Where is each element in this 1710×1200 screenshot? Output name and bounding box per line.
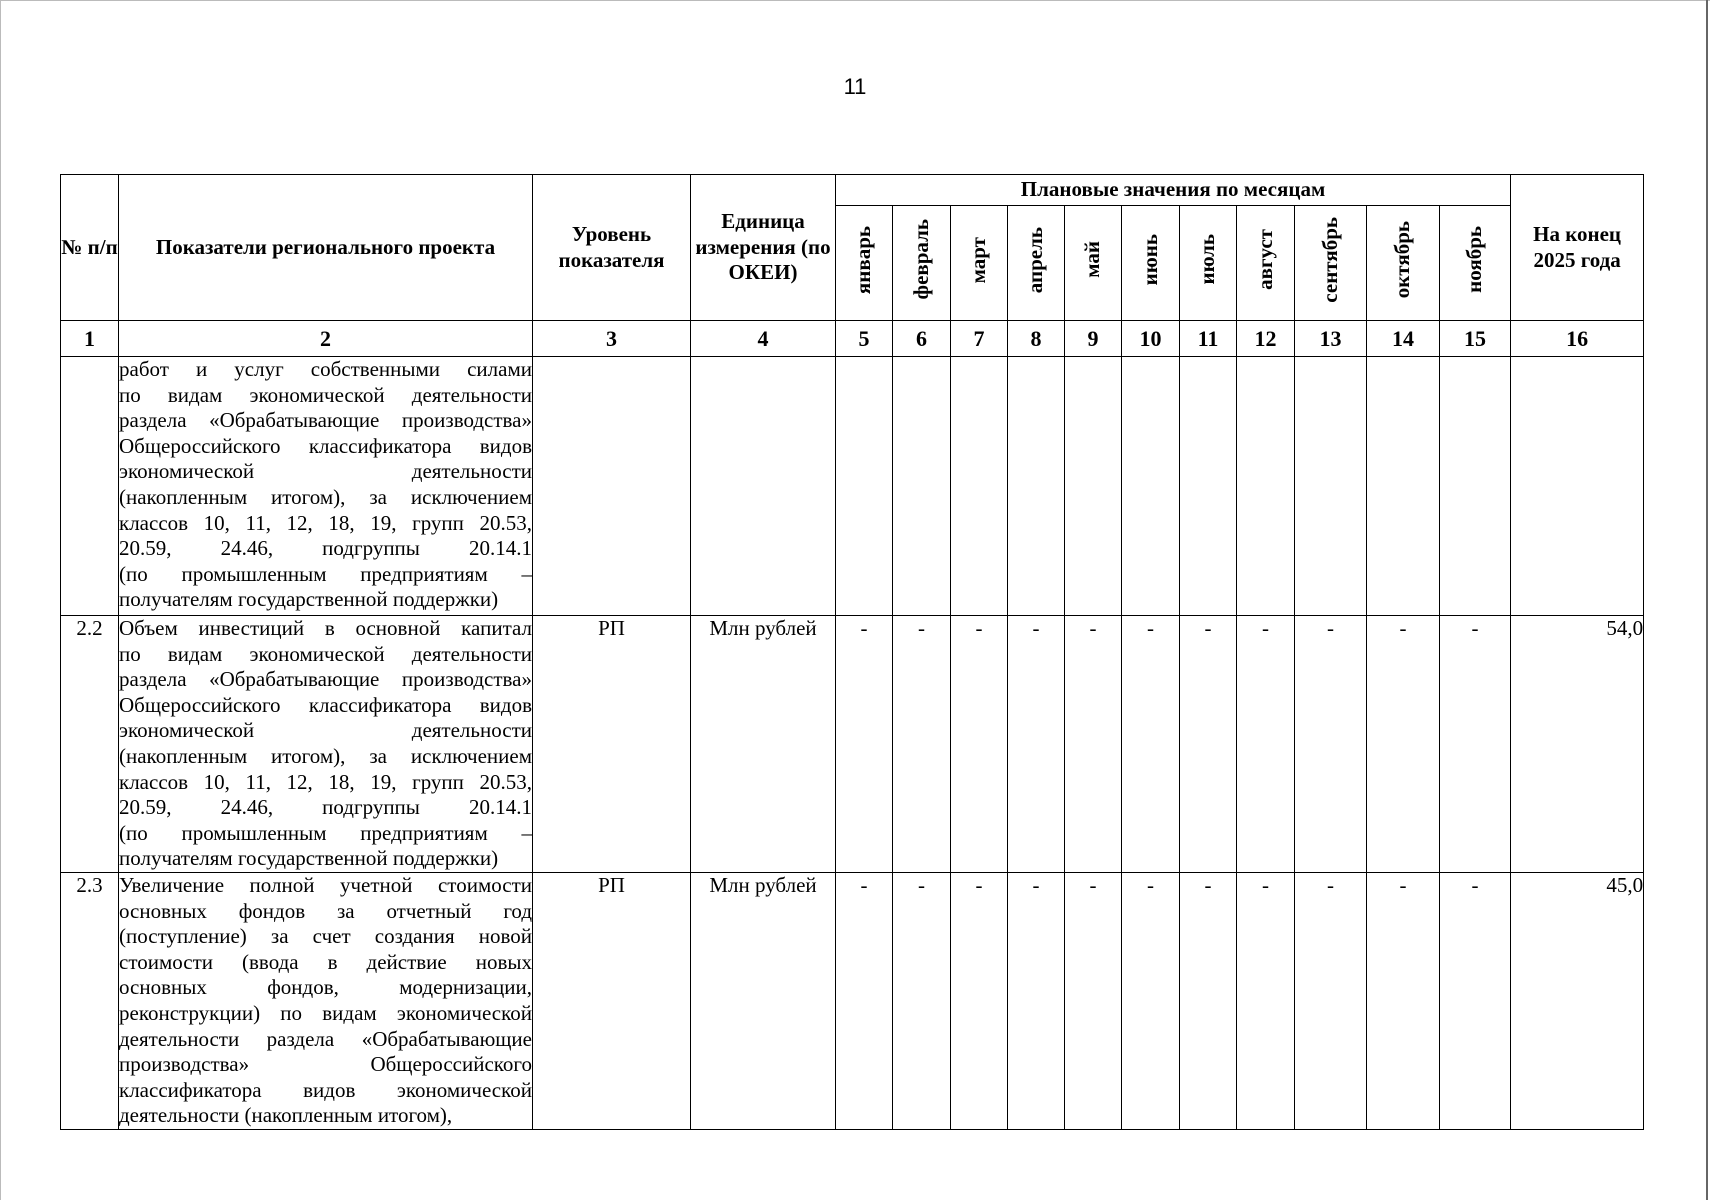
header-end-of-year: На конец 2025 года xyxy=(1511,175,1644,321)
end-of-year-value: 54,0 xyxy=(1511,616,1644,873)
column-number: 11 xyxy=(1180,321,1237,357)
month-value xyxy=(1122,357,1180,616)
indicator-name-line: классов 10, 11, 12, 18, 19, групп 20.53, xyxy=(119,510,532,535)
indicator-name-line: Общероссийского классификатора видов xyxy=(119,433,532,458)
indicator-name-line: раздела «Обрабатывающие производства» xyxy=(119,667,532,692)
header-indicator: Показатели регионального проекта xyxy=(119,175,533,321)
indicator-name-line: стоимости (ввода в действие новых xyxy=(119,949,532,974)
header-month-july: июль xyxy=(1180,206,1237,321)
indicator-name-line: (по промышленным предприятиям – xyxy=(119,820,532,845)
month-value: - xyxy=(1180,616,1237,873)
row-number: 2.2 xyxy=(61,616,119,873)
month-value: - xyxy=(1180,873,1237,1130)
header-month-may: май xyxy=(1065,206,1122,321)
month-value xyxy=(951,357,1008,616)
column-number: 10 xyxy=(1122,321,1180,357)
month-value: - xyxy=(1440,616,1511,873)
column-number: 12 xyxy=(1237,321,1295,357)
month-value: - xyxy=(1065,873,1122,1130)
header-month-march: март xyxy=(951,206,1008,321)
indicator-name-line: по видам экономической деятельности xyxy=(119,641,532,666)
table-row xyxy=(61,616,1644,873)
month-value: - xyxy=(951,616,1008,873)
month-value: - xyxy=(1367,873,1440,1130)
indicator-name-line: (накопленным итогом), за исключением xyxy=(119,743,532,768)
row-number xyxy=(61,357,119,616)
indicator-name-line: реконструкции) по видам экономической xyxy=(119,1000,532,1025)
month-value xyxy=(1180,357,1237,616)
header-month-september: сентябрь xyxy=(1295,206,1367,321)
indicator-level: РП xyxy=(533,873,691,1130)
column-number: 5 xyxy=(836,321,893,357)
scan-edge-left xyxy=(0,0,1,1200)
indicator-name-line: деятельности (накопленным итогом), xyxy=(119,1103,453,1128)
indicator-name-line: (по промышленным предприятиям – xyxy=(119,561,532,586)
month-value: - xyxy=(1122,873,1180,1130)
month-value xyxy=(836,357,893,616)
month-value: - xyxy=(893,873,951,1130)
indicator-level: РП xyxy=(533,616,691,873)
indicator-name-line: по видам экономической деятельности xyxy=(119,382,532,407)
indicator-name-line: классификатора видов экономической xyxy=(119,1077,532,1102)
end-of-year-value xyxy=(1511,357,1644,616)
month-value: - xyxy=(1367,616,1440,873)
table-row xyxy=(61,357,1644,616)
header-month-april: апрель xyxy=(1008,206,1065,321)
indicator-name-line: 20.59, 24.46, подгруппы 20.14.1 xyxy=(119,536,532,561)
header-num: № п/п xyxy=(61,175,119,321)
month-value: - xyxy=(893,616,951,873)
month-value: - xyxy=(1122,616,1180,873)
header-month-august: август xyxy=(1237,206,1295,321)
row-number: 2.3 xyxy=(61,873,119,1130)
column-number: 1 xyxy=(61,321,119,357)
indicator-name-line: (поступление) за счет создания новой xyxy=(119,924,532,949)
indicator-name-line: основных фондов за отчетный год xyxy=(119,898,532,923)
indicator-name xyxy=(119,873,533,1130)
indicator-name-line: Объем инвестиций в основной капитал xyxy=(119,616,532,640)
column-number: 14 xyxy=(1367,321,1440,357)
column-number: 15 xyxy=(1440,321,1511,357)
column-number: 4 xyxy=(691,321,836,357)
column-number: 13 xyxy=(1295,321,1367,357)
month-value: - xyxy=(1295,616,1367,873)
header-month-november: ноябрь xyxy=(1440,206,1511,321)
indicator-name-line: Общероссийского классификатора видов xyxy=(119,692,532,717)
indicator-name-line: получателям государственной поддержки) xyxy=(119,846,499,871)
month-value: - xyxy=(1237,616,1295,873)
column-number: 2 xyxy=(119,321,533,357)
month-value: - xyxy=(1008,873,1065,1130)
indicator-name-line: классов 10, 11, 12, 18, 19, групп 20.53, xyxy=(119,769,532,794)
indicator-name-line: работ и услуг собственными силами xyxy=(119,357,532,381)
indicator-name-line: (накопленным итогом), за исключением xyxy=(119,484,532,509)
header-month-october: октябрь xyxy=(1367,206,1440,321)
month-value xyxy=(1237,357,1295,616)
indicator-name-line: экономической деятельности xyxy=(119,459,532,484)
indicator-name-line: Увеличение полной учетной стоимости xyxy=(119,873,532,897)
month-value xyxy=(1295,357,1367,616)
month-value: - xyxy=(1237,873,1295,1130)
indicator-name-line: раздела «Обрабатывающие производства» xyxy=(119,408,532,433)
month-value: - xyxy=(1295,873,1367,1130)
month-value: - xyxy=(1065,616,1122,873)
indicator-unit: Млн рублей xyxy=(691,616,836,873)
indicator-unit xyxy=(691,357,836,616)
header-month-february: февраль xyxy=(893,206,951,321)
indicator-name-line: экономической деятельности xyxy=(119,718,532,743)
column-number: 3 xyxy=(533,321,691,357)
column-number: 7 xyxy=(951,321,1008,357)
month-value: - xyxy=(836,616,893,873)
month-value xyxy=(1440,357,1511,616)
scan-edge-right xyxy=(1706,0,1708,1200)
month-value xyxy=(1065,357,1122,616)
month-value: - xyxy=(1440,873,1511,1130)
indicator-name-line: деятельности раздела «Обрабатывающие xyxy=(119,1026,532,1051)
header-monthly-group: Плановые значения по месяцам xyxy=(836,175,1511,206)
indicators-table xyxy=(60,174,1644,1130)
month-value: - xyxy=(836,873,893,1130)
month-value xyxy=(1367,357,1440,616)
header-level: Уровень показателя xyxy=(533,175,691,321)
column-number: 8 xyxy=(1008,321,1065,357)
indicator-name xyxy=(119,616,533,873)
table-row xyxy=(61,873,1644,1130)
month-value xyxy=(1008,357,1065,616)
header-unit: Единица измерения (по ОКЕИ) xyxy=(691,175,836,321)
header-month-june: июнь xyxy=(1122,206,1180,321)
column-numbers-row xyxy=(61,321,1644,357)
column-number: 9 xyxy=(1065,321,1122,357)
month-value: - xyxy=(951,873,1008,1130)
indicator-name-line: основных фондов, модернизации, xyxy=(119,975,532,1000)
indicator-name-line: 20.59, 24.46, подгруппы 20.14.1 xyxy=(119,795,532,820)
end-of-year-value: 45,0 xyxy=(1511,873,1644,1130)
indicator-name-line: получателям государственной поддержки) xyxy=(119,587,499,612)
month-value xyxy=(893,357,951,616)
indicator-unit: Млн рублей xyxy=(691,873,836,1130)
month-value: - xyxy=(1008,616,1065,873)
column-number: 16 xyxy=(1511,321,1644,357)
indicator-name xyxy=(119,357,533,616)
scan-edge-top xyxy=(0,0,1710,1)
header-month-january: январь xyxy=(836,206,893,321)
page-number: 11 xyxy=(843,74,867,99)
column-number: 6 xyxy=(893,321,951,357)
indicator-level xyxy=(533,357,691,616)
indicator-name-line: производства» Общероссийского xyxy=(119,1052,532,1077)
